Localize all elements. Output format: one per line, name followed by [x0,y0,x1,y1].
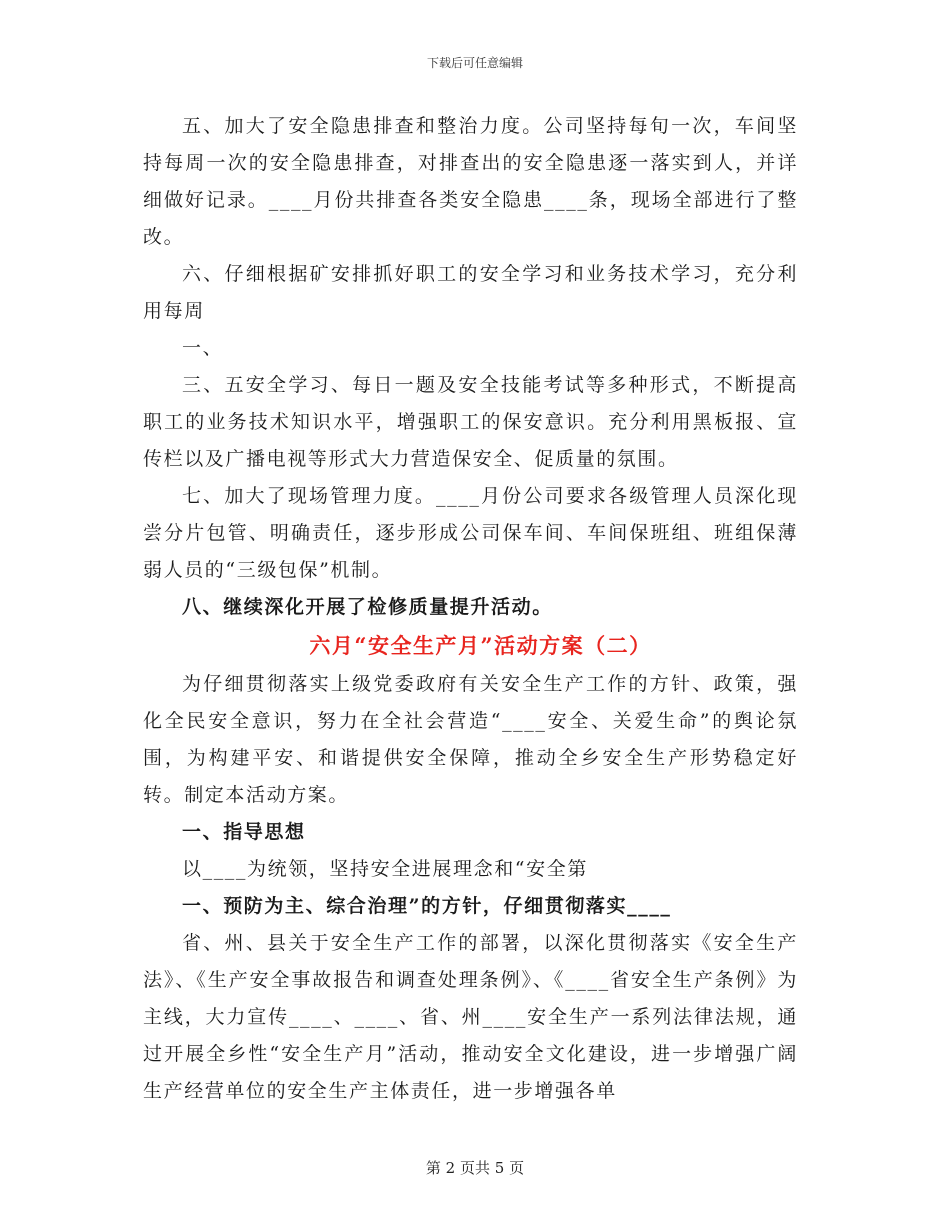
heading-prevention: 一、预防为主、综合治理”的方针，仔细贯彻落实____ [182,895,672,917]
paragraph-6: 六、仔细根据矿安排抓好职工的安全学习和业务技术学习，充分利用每周 [143,263,798,322]
section-title: 六月“安全生产月”活动方案（二） [309,633,652,658]
page-footer: 第 2 页共 5 页 [425,1159,525,1177]
paragraph-6b: 一、 [182,337,224,359]
page-header-note: 下载后可任意编辑 [426,56,523,70]
paragraph-guiding-2: 省、州、县关于安全生产工作的部署，以深化贯彻落实《安全生产法》、《生产安全事故报告和调查处理条例》、《____省安全生产条例》为主线，大力宣传____、____、省、州____安全生产一系列法律法规，通过开展全乡性“安全生产月”活动，推动安全文化建设，进一步增强广阔生产经营单位的安全生产主体责任，进一步增强各单 [143,932,798,1102]
document-body [143,108,798,1110]
paragraph-8: 八、继续深化开展了检修质量提升活动。 [182,596,553,618]
paragraph-5: 五、加大了安全隐患排查和整治力度。公司坚持每旬一次，车间坚持每周一次的安全隐患排查，对排查出的安全隐患逐一落实到人，并详细做好记录。____月份共排查各类安全隐患____条，现场全部进行了整改。 [143,115,798,248]
paragraph-7: 七、加大了现场管理力度。____月份公司要求各级管理人员深化现尝分片包管、明确责任，逐步形成公司保车间、车间保班组、班组保薄弱人员的“三级包保”机制。 [143,485,798,581]
intro-paragraph: 为仔细贯彻落实上级党委政府有关安全生产工作的方针、政策，强化全民安全意识，努力在全社会营造“____安全、关爱生命”的舆论氛围，为构建平安、和谐提供安全保障，推动全乡安全生产形势稳定好转。制定本活动方案。 [143,673,798,806]
paragraph-guiding-1: 以____为统领，坚持安全进展理念和“安全第 [182,858,588,880]
heading-guiding-ideology: 一、指导思想 [182,821,306,843]
paragraph-3: 三、五安全学习、每日一题及安全技能考试等多种形式，不断提高职工的业务技术知识水平，增强职工的保安意识。充分利用黑板报、宣传栏以及广播电视等形式大力营造保安全、促质量的氛围。 [143,374,798,470]
